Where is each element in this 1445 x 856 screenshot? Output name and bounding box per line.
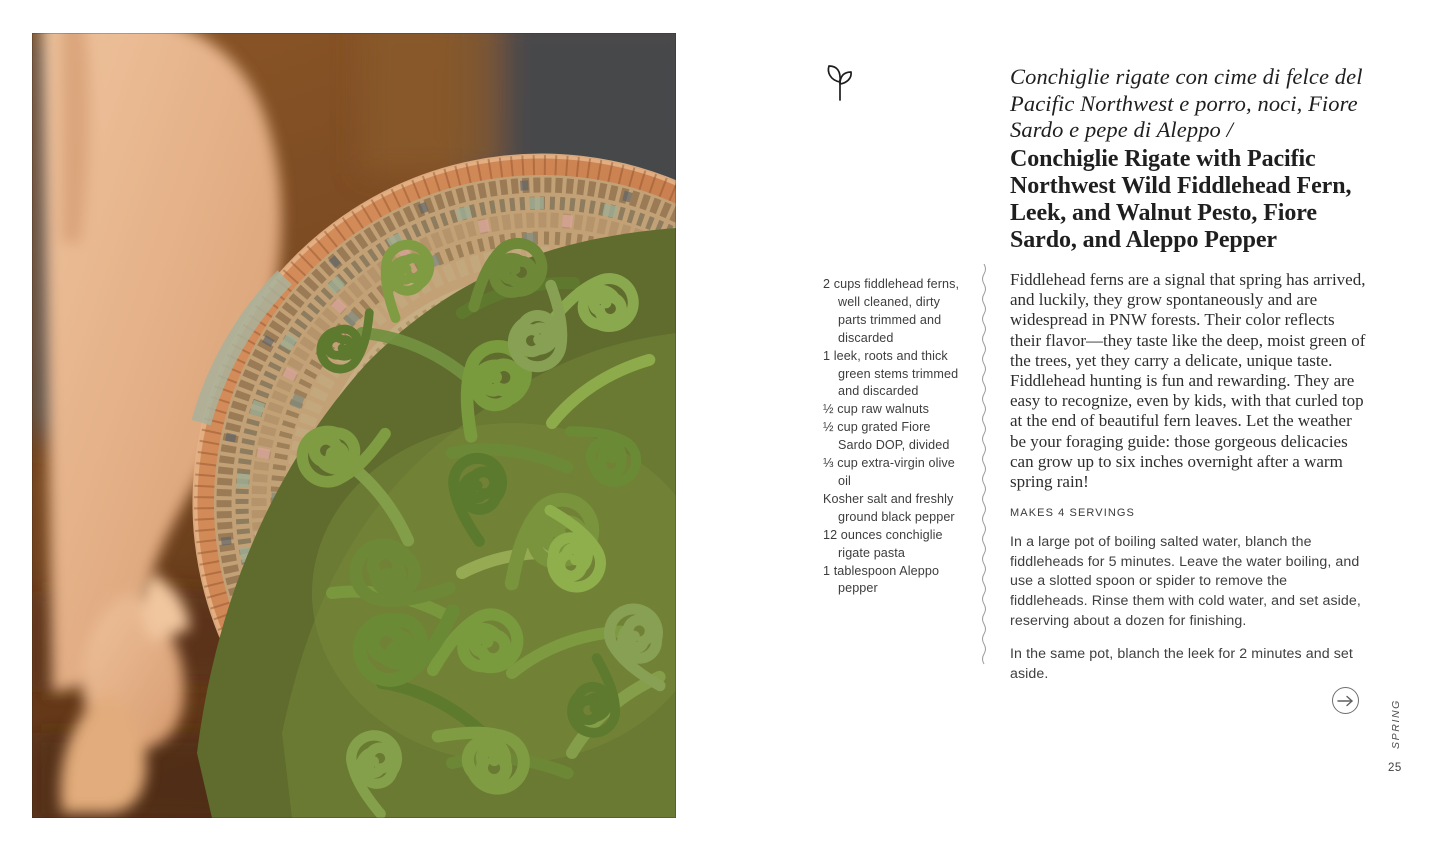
ingredient-item: 1 leek, roots and thick green stems trimmed and discarded <box>823 348 959 399</box>
instruction-step: In the same pot, blanch the leek for 2 minutes and set aside. <box>1010 646 1353 682</box>
recipe-photo-illustration <box>32 33 676 818</box>
recipe-photo <box>32 33 676 818</box>
ingredient-item: ½ cup grated Fiore Sardo DOP, divided <box>823 420 950 453</box>
ingredient-item: 12 ounces conchiglie rigate pasta <box>823 527 943 560</box>
recipe-title-italian: Conchiglie rigate con cime di felce del Pacific Northwest e porro, noci, Fiore Sardo e pepe di Aleppo / <box>1010 64 1363 142</box>
instruction-step: In a large pot of boiling salted water, blanch the fiddleheads for 5 minutes. Leave the water boiling, and use a slotted spoon or spider to remove the fiddleheads. Rinse them with cold water, and set aside, reserving about a dozen for finishing. <box>1010 534 1361 629</box>
ingredients-list <box>823 276 965 598</box>
ingredient-item: 2 cups fiddlehead ferns, well cleaned, dirty parts trimmed and discarded <box>823 277 960 345</box>
recipe-title-english: Conchiglie Rigate with Pacific Northwest Wild Fiddlehead Fern, Leek, and Walnut Pesto, Fiore Sardo, and Aleppo Pepper <box>1010 145 1352 253</box>
ingredient-item: ½ cup raw walnuts <box>823 402 929 417</box>
servings-label: MAKES 4 SERVINGS <box>1010 507 1135 520</box>
arrow-right-icon <box>1337 695 1354 707</box>
section-label-spring: SPRING <box>1390 699 1402 749</box>
recipe-body <box>1010 270 1368 684</box>
page-number: 25 <box>1388 762 1402 774</box>
ingredient-item: Kosher salt and freshly ground black pepper <box>823 491 955 524</box>
ingredient-item: ⅓ cup extra-virgin olive oil <box>823 456 955 488</box>
next-page-arrow-button[interactable] <box>1332 687 1359 714</box>
ingredient-item: 1 tablespoon Aleppo pepper <box>823 563 940 596</box>
recipe-title-block <box>1010 64 1368 254</box>
wavy-divider <box>979 264 989 670</box>
sprout-icon <box>826 62 860 102</box>
recipe-intro: Fiddlehead ferns are a signal that spring has arrived, and luckily, they grow spontaneously and are widespread in PNW forests. Their color reflects their flavor—they taste like the deep, moist green of the trees, yet they carry a delicate, unique taste. Fiddlehead hunting is fun and rewarding. They are easy to recognize, even by kids, with that curled top at the end of beautiful fern leaves. Let the weather be your foraging guide: those gorgeous delicacies can grow up to six inches overnight after a warm spring rain! <box>1010 270 1366 492</box>
